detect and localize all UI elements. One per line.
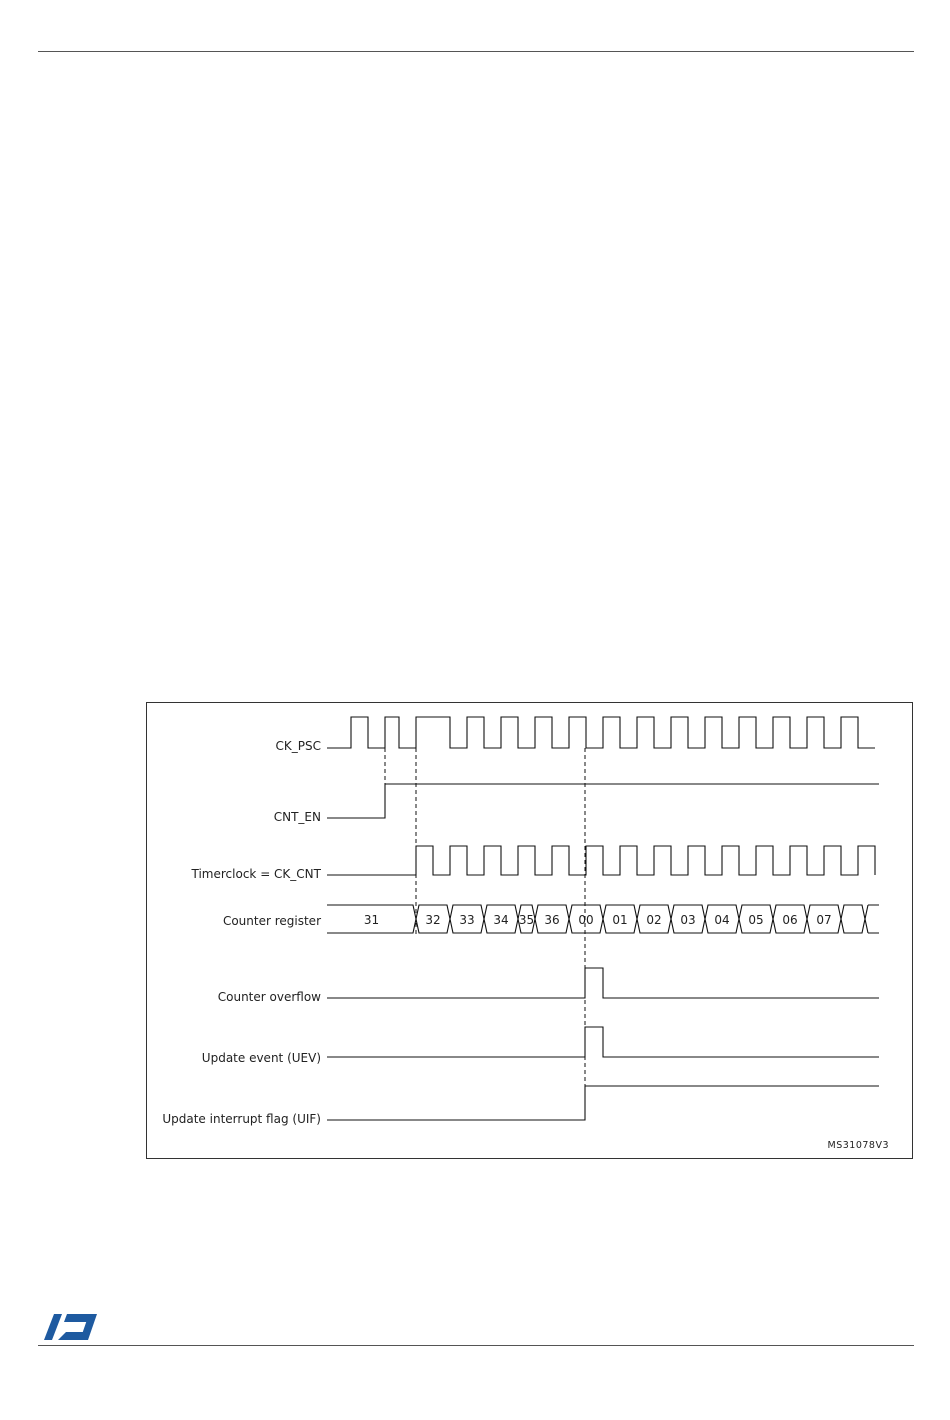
counter-register-value: 03 xyxy=(680,913,696,927)
update-interrupt-flag-waveform xyxy=(327,1086,879,1120)
counter-register-value: 32 xyxy=(425,913,441,927)
counter-overflow-label: Counter overflow xyxy=(217,990,321,1004)
ck-psc-waveform xyxy=(327,717,875,748)
timerclock-label: Timerclock = CK_CNT xyxy=(191,867,321,881)
counter-register-value: 02 xyxy=(646,913,662,927)
timing-diagram xyxy=(147,703,912,1158)
ck-psc-label: CK_PSC xyxy=(275,739,321,753)
counter-register-value: 01 xyxy=(612,913,628,927)
counter-register-value: 34 xyxy=(493,913,509,927)
figure-id: MS31078V3 xyxy=(827,1140,889,1151)
counter-register-value: 05 xyxy=(748,913,764,927)
update-event-waveform xyxy=(327,1027,879,1057)
update-event-label: Update event (UEV) xyxy=(201,1051,321,1065)
cnt-en-waveform xyxy=(327,784,879,818)
footer-rule xyxy=(38,1345,914,1346)
cnt-en-label: CNT_EN xyxy=(273,810,321,824)
header-rule xyxy=(38,51,914,52)
counter-register-value: 35 xyxy=(518,913,535,927)
counter-register-cell xyxy=(841,905,865,933)
timing-diagram-frame xyxy=(146,702,913,1159)
counter-register-value: 07 xyxy=(816,913,832,927)
counter-overflow-waveform xyxy=(327,968,879,998)
counter-register-value: 00 xyxy=(578,913,594,927)
counter-register-value: 06 xyxy=(782,913,798,927)
update-interrupt-flag-label: Update interrupt flag (UIF) xyxy=(162,1112,321,1126)
counter-register-value: 04 xyxy=(714,913,730,927)
st-logo-icon xyxy=(40,1310,102,1344)
counter-register-cell xyxy=(865,905,879,933)
counter-register-value: 31 xyxy=(363,913,380,927)
timerclock-waveform xyxy=(327,846,875,875)
counter-register-value: 36 xyxy=(544,913,560,927)
counter-register-value: 33 xyxy=(459,913,475,927)
counter-register-label: Counter register xyxy=(222,914,321,928)
